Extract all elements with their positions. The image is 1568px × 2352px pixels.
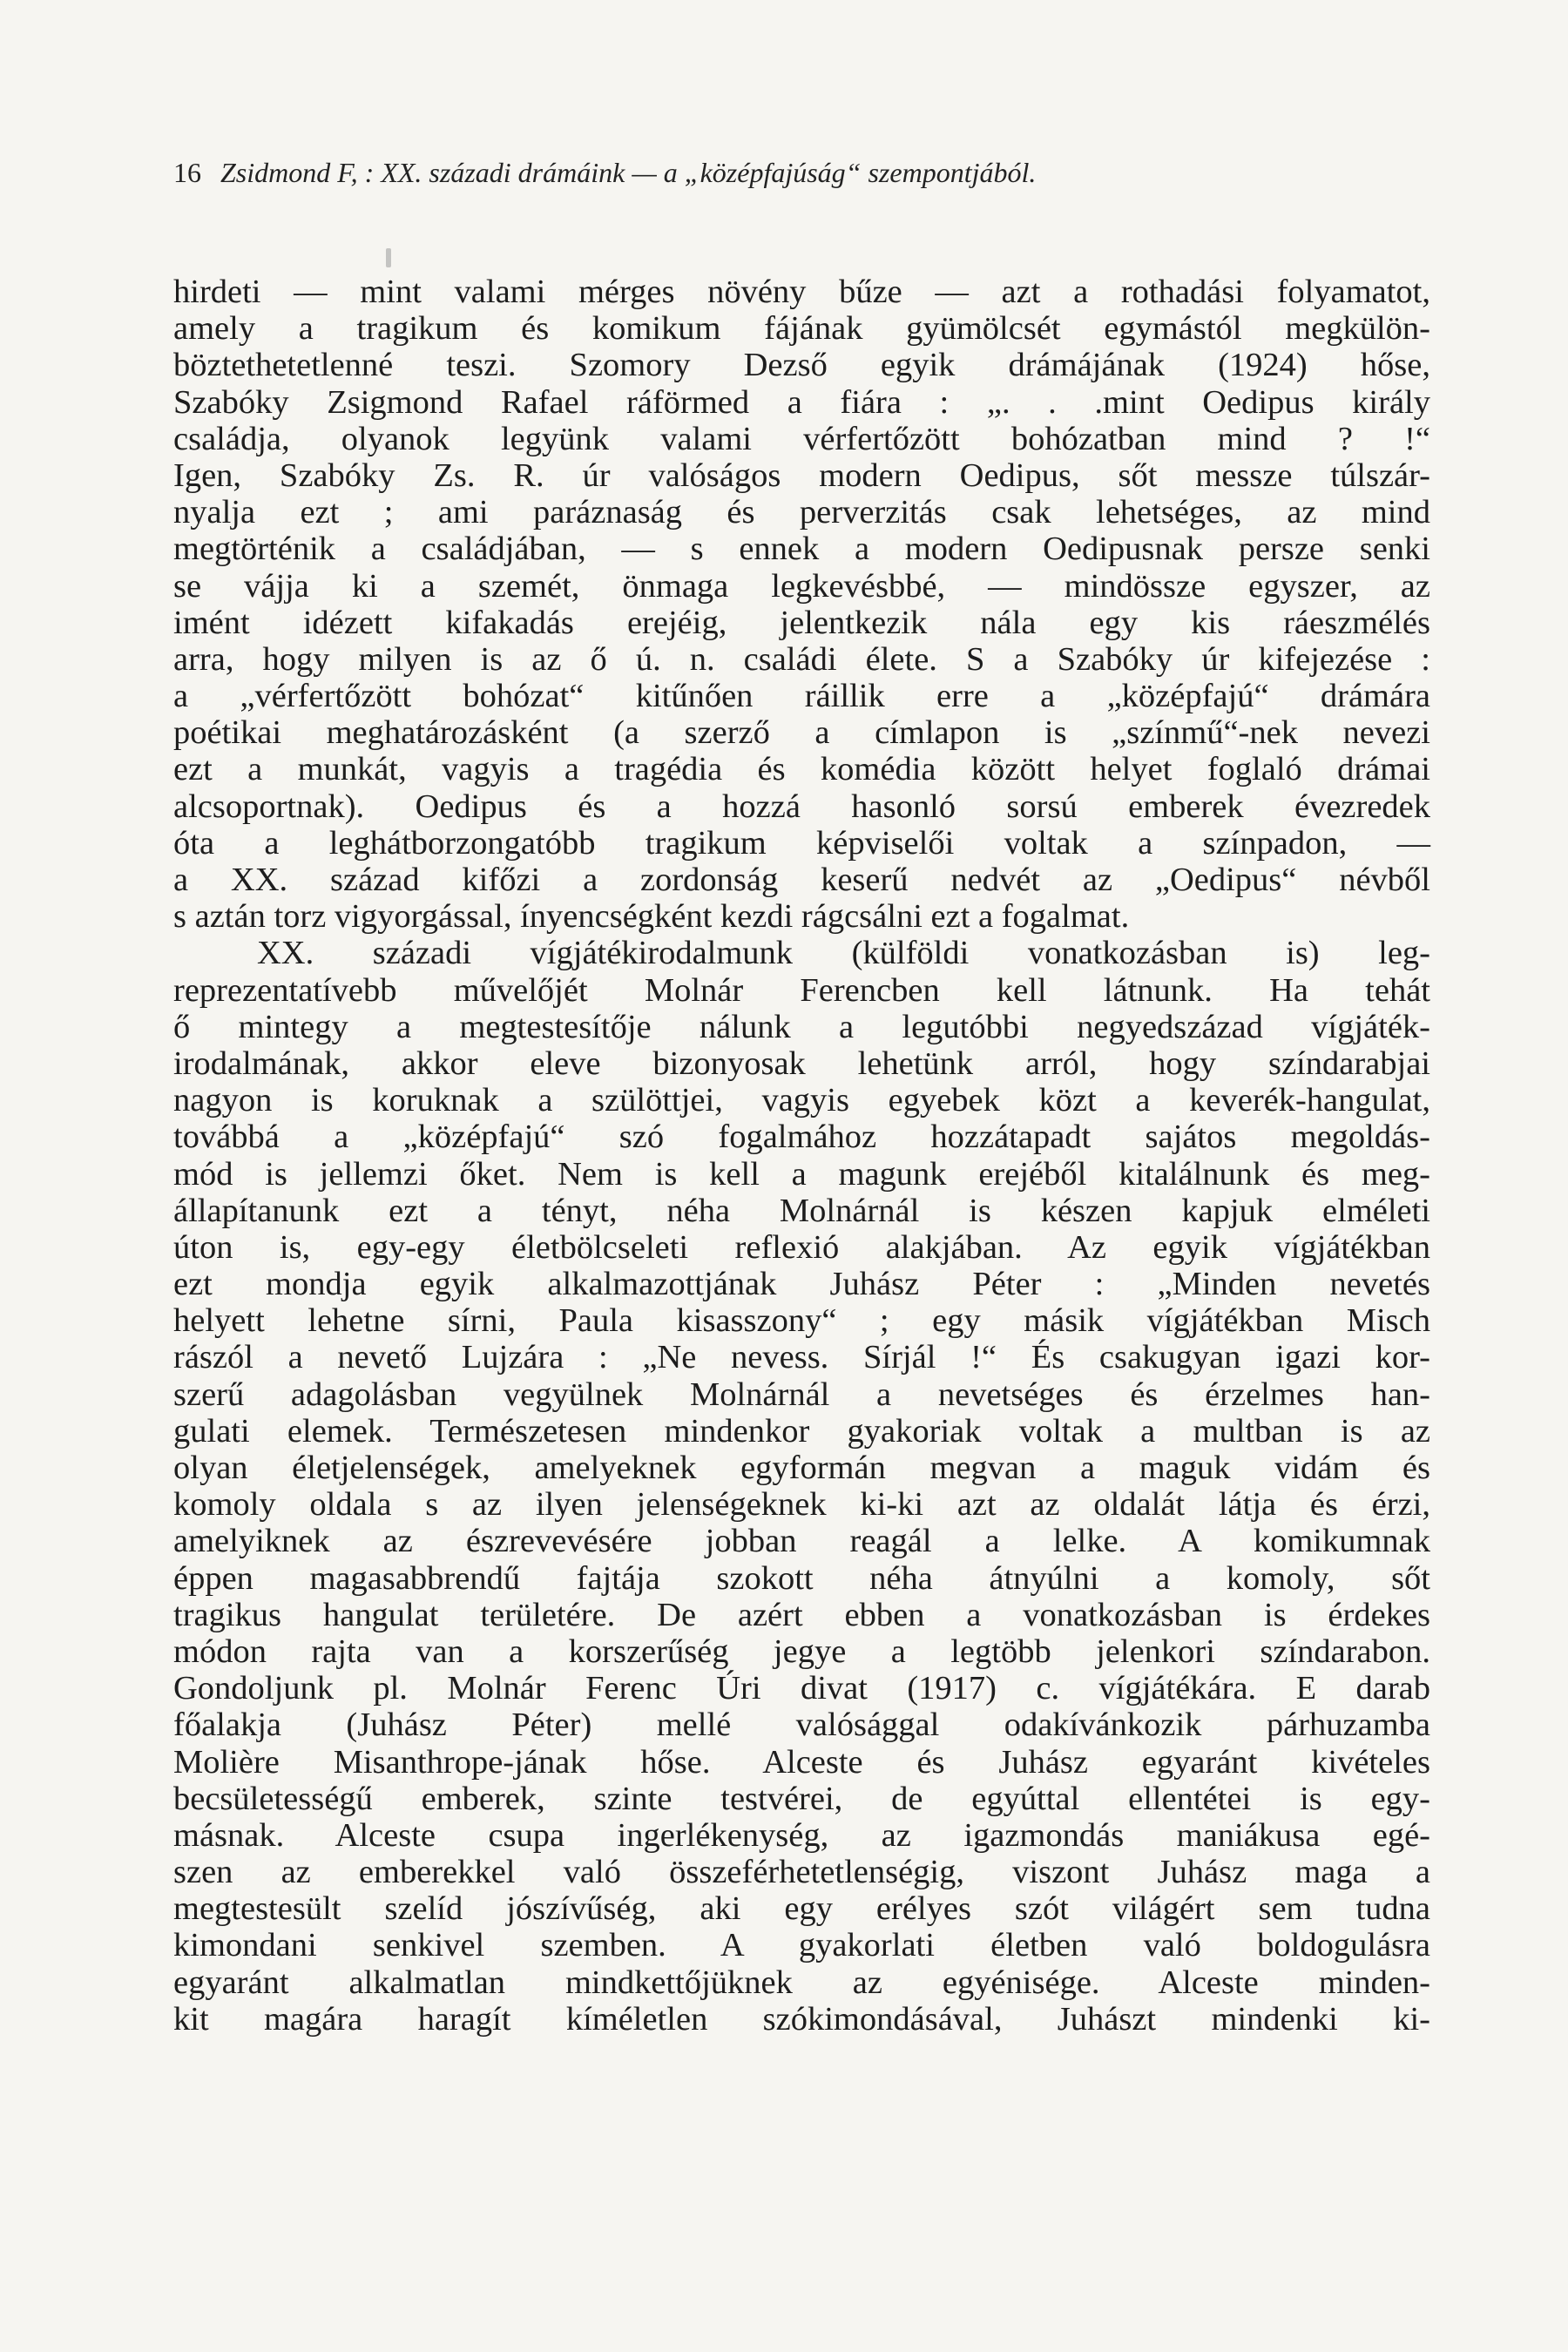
text-line: hirdeti — mint valami mérges növény bűze — azt a rothadási folyamatot, xyxy=(173,274,1430,310)
text-line: kimondani senkivel szemben. A gyakorlati életben való boldogulásra xyxy=(173,1927,1430,1964)
text-line: a „vérfertőzött bohózat“ kitűnően ráillik erre a „középfajú“ drámára xyxy=(173,678,1430,715)
text-line: nagyon is koruknak a szülöttjei, vagyis egyebek közt a keverék-hangulat, xyxy=(173,1082,1430,1119)
text-line: amely a tragikum és komikum fájának gyümölcsét egymástól megkülön- xyxy=(173,310,1430,348)
text-line: tragikus hangulat területére. De azért ebben a vonatkozásban is érdekes xyxy=(173,1596,1430,1633)
text-line: helyett lehetne sírni, Paula kisasszony“ ; egy másik vígjátékban Misch xyxy=(173,1302,1430,1340)
text-line: imént idézett kifakadás erejéig, jelentkezik nála egy kis ráeszmélés xyxy=(173,604,1430,641)
text-line: komoly oldala s az ilyen jelenségeknek ki-ki azt az oldalát látja és érzi, xyxy=(173,1486,1430,1524)
text-line: megtestesült szelíd jószívűség, aki egy erélyes szót világért sem tudna xyxy=(173,1890,1430,1928)
text-line: a XX. század kifőzi a zordonság keserű nedvét az „Oedipus“ névből xyxy=(173,862,1430,898)
text-line: Gondoljunk pl. Molnár Ferenc Úri divat (1917) c. vígjátékára. E darab xyxy=(173,1670,1430,1707)
text-line: s aztán torz vigyorgással, ínyencségként kezdi rágcsálni ezt a fogalmat. xyxy=(173,898,1130,936)
text-line: szen az emberekkel való összeférhetetlenségig, viszont Juhász maga a xyxy=(173,1854,1430,1891)
body-text xyxy=(173,274,1430,2038)
text-line: módon rajta van a korszerűség jegye a legtöbb jelenkori színdarabon. xyxy=(173,1632,1430,1670)
text-line: megtörténik a családjában, — s ennek a modern Oedipusnak persze senki xyxy=(173,531,1430,568)
text-line: szerű adagolásban vegyülnek Molnárnál a nevetséges és érzelmes han- xyxy=(173,1375,1430,1413)
text-line: úton is, egy-egy életbölcseleti reflexió alakjában. Az egyik vígjátékban xyxy=(173,1228,1430,1266)
text-line: ezt a munkát, vagyis a tragédia és komédia között helyet foglaló drámai xyxy=(173,751,1430,788)
text-line: gulati elemek. Természetesen mindenkor gyakoriak voltak a multban is az xyxy=(173,1412,1430,1450)
text-line: nyalja ezt ; ami paráznaság és perverzitás csak lehetséges, az mind xyxy=(173,494,1430,531)
text-line: irodalmának, akkor eleve bizonyosak lehetünk arról, hogy színdarabjai xyxy=(173,1044,1430,1082)
text-line: poétikai meghatározásként (a szerző a címlapon is „színmű“-nek nevezi xyxy=(173,714,1430,752)
text-line: állapítanunk ezt a tényt, néha Molnárnál is készen kapjuk elméleti xyxy=(173,1192,1430,1229)
text-line: óta a leghátborzongatóbb tragikum képviselői voltak a színpadon, — xyxy=(173,824,1430,862)
text-line: főalakja (Juhász Péter) mellé valósággal odakívánkozik párhuzamba xyxy=(173,1707,1430,1744)
text-line: egyaránt alkalmatlan mindkettőjüknek az egyénisége. Alceste minden- xyxy=(173,1963,1430,2001)
text-line: mód is jellemzi őket. Nem is kell a magunk erejéből kitalálnunk és meg- xyxy=(173,1155,1430,1193)
page-number: 16 xyxy=(173,157,201,188)
text-line: éppen magasabbrendű fajtája szokott néha átnyúlni a komoly, sőt xyxy=(173,1559,1430,1597)
paragraph-start-line: XX. századi vígjátékirodalmunk (külföldi vonatkozásban is) leg- xyxy=(257,935,1430,972)
running-title: Zsidmond F, : XX. századi drámáink — a „középfajúság“ szempontjából. xyxy=(220,157,1037,188)
text-line: becsületességű emberek, szinte testvérei, de egyúttal ellentétei is egy- xyxy=(173,1780,1430,1817)
text-line: ő mintegy a megtestesítője nálunk a legutóbbi negyedszázad vígjáték- xyxy=(173,1008,1430,1045)
text-line: ezt mondja egyik alkalmazottjának Juhász Péter : „Minden nevetés xyxy=(173,1266,1430,1303)
text-line: alcsoportnak). Oedipus és a hozzá hasonló sorsú emberek évezredek xyxy=(173,787,1430,825)
text-line: családja, olyanok legyünk valami vérfertőzött bohózatban mind ? !“ xyxy=(173,420,1430,457)
text-line: Szabóky Zsigmond Rafael ráförmed a fiára : „. . .mint Oedipus király xyxy=(173,383,1430,421)
print-smudge xyxy=(386,248,391,267)
text-line: böztethetetlenné teszi. Szomory Dezső egyik drámájának (1924) hőse, xyxy=(173,347,1430,384)
text-line: kit magára haragít kíméletlen szókimondásával, Juhászt mindenki ki- xyxy=(173,2000,1430,2038)
text-line: se vájja ki a szemét, önmaga legkevésbbé, — mindössze egyszer, az xyxy=(173,567,1430,605)
text-line: továbbá a „középfajú“ szó fogalmához hozzátapadt sajátos megoldás- xyxy=(173,1119,1430,1156)
text-line: amelyiknek az észrevevésére jobban reagál a lelke. A komikumnak xyxy=(173,1523,1430,1560)
text-line: Igen, Szabóky Zs. R. úr valóságos modern Oedipus, sőt messze túlszár- xyxy=(173,456,1430,494)
text-line: másnak. Alceste csupa ingerlékenység, az igazmondás maniákusa egé- xyxy=(173,1816,1430,1854)
text-line: olyan életjelenségek, amelyeknek egyformán megvan a maguk vidám és xyxy=(173,1450,1430,1486)
text-line: reprezentatívebb művelőjét Molnár Ferencben kell látnunk. Ha tehát xyxy=(173,971,1430,1009)
text-line: Molière Misanthrope-jának hőse. Alceste és Juhász egyaránt kivételes xyxy=(173,1743,1430,1781)
running-header xyxy=(173,155,1410,190)
text-line: rászól a nevető Lujzára : „Ne nevess. Sírjál !“ És csakugyan igazi kor- xyxy=(173,1339,1430,1376)
text-line: arra, hogy milyen is az ő ú. n. családi élete. S a Szabóky úr kifejezése : xyxy=(173,640,1430,678)
